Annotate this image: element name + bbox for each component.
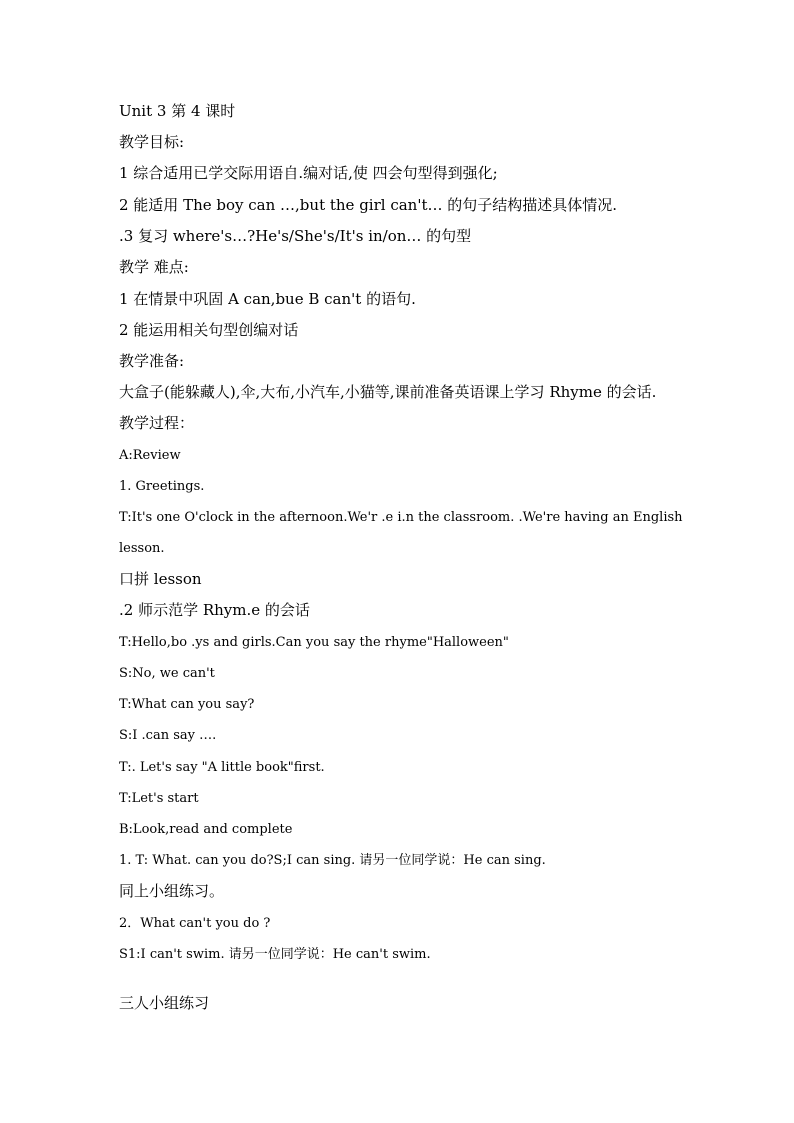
dialogue-line-6: T:Let's start xyxy=(119,791,199,806)
step-b-2: 2．What can't you do ? xyxy=(119,916,271,931)
group-practice-2: 三人小组练习 xyxy=(119,994,210,1012)
dialogue-line-4: S:I .can say …. xyxy=(119,728,217,743)
step-b-2-example: S1:I can't swim. 请另一位同学说：He can't swim. xyxy=(119,947,431,962)
heading-difficulties: 教学 难点: xyxy=(119,258,189,276)
dialogue-line-2: S:No, we can't xyxy=(119,666,215,681)
section-a-review: A:Review xyxy=(119,448,181,463)
section-b: B:Look,read and complete xyxy=(119,822,293,837)
step-b-1: 1. T: What. can you do?S;I can sing. 请另一位同学说：He can sing. xyxy=(119,853,546,868)
dialogue-line-5: T:. Let's say "A little book"first. xyxy=(119,760,325,775)
group-practice-1: 同上小组练习。 xyxy=(119,882,225,900)
spell-lesson: 口拼 lesson xyxy=(119,570,202,588)
step-greetings: 1. Greetings. xyxy=(119,479,205,494)
heading-process: 教学过程： xyxy=(119,414,195,432)
objective-1: 1 综合适用已学交际用语自.编对话,使 四会句型得到强化; xyxy=(119,164,498,182)
teacher-line-1-cont: lesson. xyxy=(119,541,165,556)
preparation-text: 大盒子(能躲藏人),伞,大布,小汽车,小猫等,课前准备英语课上学习 Rhyme 的会话. xyxy=(119,383,657,401)
dialogue-line-3: T:What can you say? xyxy=(119,697,255,712)
heading-objectives: 教学目标: xyxy=(119,133,185,151)
dialogue-line-1: T:Hello,bo .ys and girls.Can you say the rhyme"Halloween" xyxy=(119,635,509,650)
difficulty-2: 2 能运用相关句型创编对话 xyxy=(119,321,299,339)
difficulty-1: 1 在情景中巩固 A can,bue B can't 的语句. xyxy=(119,290,416,308)
objective-3: .3 复习 where's…?He's/She's/It's in/on… 的句型 xyxy=(119,227,472,245)
teacher-line-1: T:It's one O'clock in the afternoon.We'r .e i.n the classroom. .We're having an English xyxy=(119,510,683,525)
step-rhyme: .2 师示范学 Rhym.e 的会话 xyxy=(119,601,310,619)
lesson-title: Unit 3 第 4 课时 xyxy=(119,102,236,120)
objective-2: 2 能适用 The boy can …,but the girl can't… 的句子结构描述具体情况. xyxy=(119,196,618,214)
heading-preparation: 教学准备: xyxy=(119,352,185,370)
